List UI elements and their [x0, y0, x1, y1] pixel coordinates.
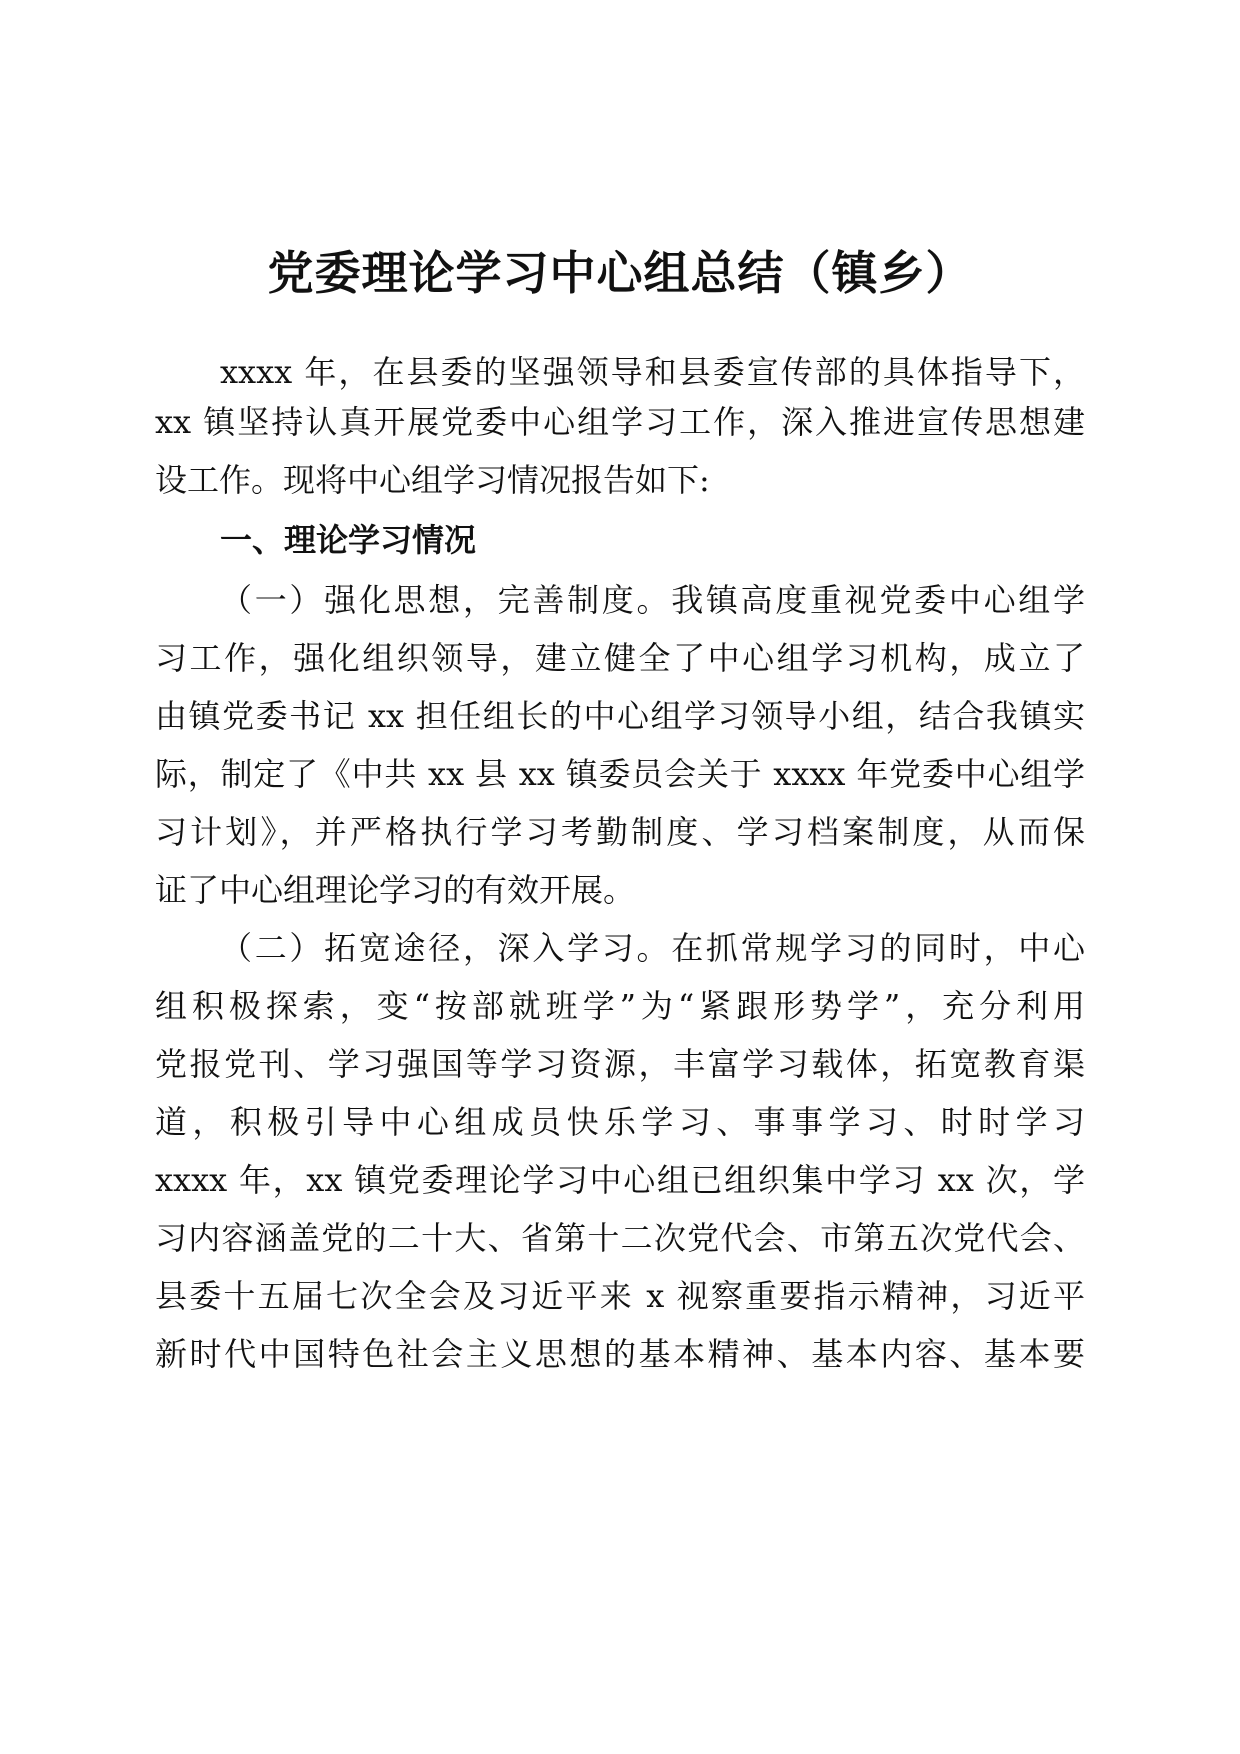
section-heading: 一、理论学习情况 [220, 521, 477, 559]
paragraph-line: 党报党刊、学习强国等学习资源，丰富学习载体，拓宽教育渠 [155, 1045, 1085, 1083]
paragraph-line: （二）拓宽途径，深入学习。在抓常规学习的同时，中心 [220, 929, 1085, 967]
paragraph-line: 证了中心组理论学习的有效开展。 [155, 871, 636, 909]
paragraph-line: 县委十五届七次全会及习近平来 x 视察重要指示精神，习近平 [155, 1277, 1085, 1315]
paragraph-line: （一）强化思想，完善制度。我镇高度重视党委中心组学 [220, 581, 1085, 619]
paragraph-line: 习计划》，并严格执行学习考勤制度、学习档案制度，从而保 [155, 813, 1085, 851]
intro-line: 设工作。现将中心组学习情况报告如下: [155, 461, 710, 499]
document-title: 党委理论学习中心组总结（镇乡） [267, 246, 973, 300]
paragraph-line: 新时代中国特色社会主义思想的基本精神、基本内容、基本要 [155, 1335, 1085, 1373]
intro-line: xxxx 年，在县委的坚强领导和县委宣传部的具体指导下， [220, 353, 1085, 391]
paragraph-line: 习工作，强化组织领导，建立健全了中心组学习机构，成立了 [155, 639, 1085, 677]
paragraph-line: 组积极探索，变“按部就班学”为“紧跟形势学”，充分利用 [155, 987, 1085, 1025]
paragraph-line: 习内容涵盖党的二十大、省第十二次党代会、市第五次党代会、 [155, 1219, 1085, 1257]
paragraph-line: 由镇党委书记 xx 担任组长的中心组学习领导小组，结合我镇实 [155, 697, 1085, 735]
paragraph-line: xxxx 年，xx 镇党委理论学习中心组已组织集中学习 xx 次，学 [155, 1161, 1085, 1199]
intro-line: xx 镇坚持认真开展党委中心组学习工作，深入推进宣传思想建 [155, 403, 1085, 441]
paragraph-line: 际，制定了《中共 xx 县 xx 镇委员会关于 xxxx 年党委中心组学 [155, 755, 1085, 793]
paragraph-line: 道，积极引导中心组成员快乐学习、事事学习、时时学习 [155, 1103, 1085, 1141]
